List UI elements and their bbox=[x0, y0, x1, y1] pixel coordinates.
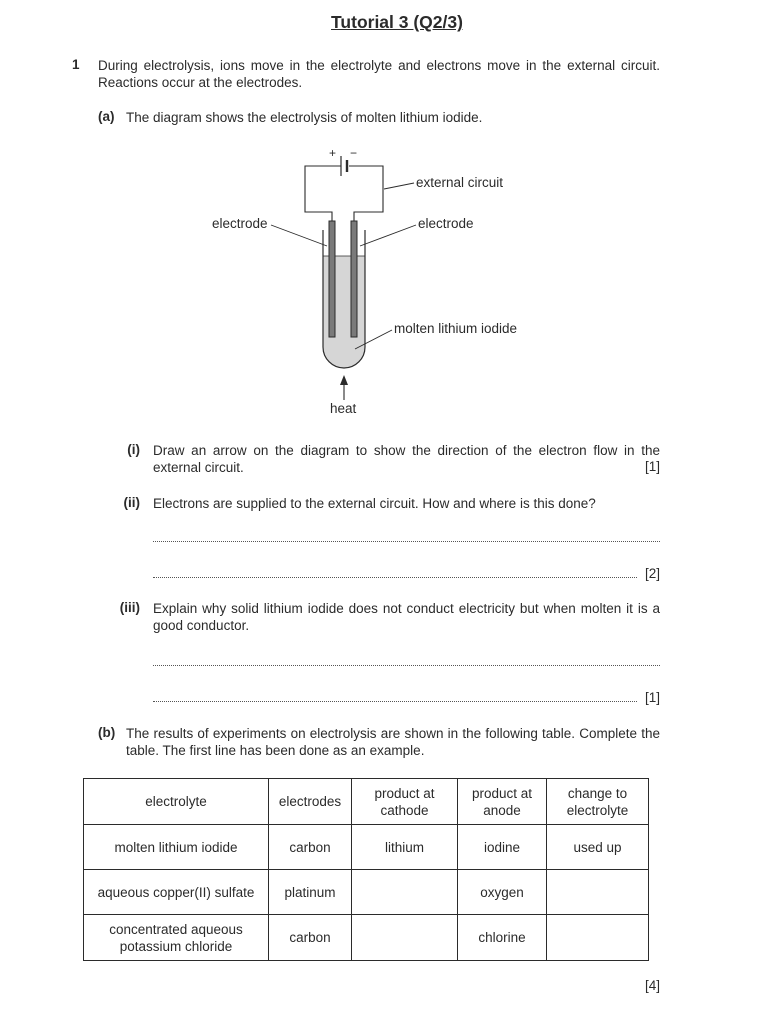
electrode-left bbox=[329, 221, 335, 337]
table-header-row bbox=[84, 779, 649, 825]
table-cell: molten lithium iodide bbox=[84, 825, 269, 870]
answer-cell[interactable] bbox=[547, 870, 649, 915]
electrolysis-diagram bbox=[200, 140, 540, 420]
sub-ii-text: Electrons are supplied to the external circuit. How and where is this done? bbox=[153, 496, 596, 511]
external-circuit-wire bbox=[305, 166, 383, 222]
sub-i-marks: [1] bbox=[644, 459, 660, 474]
sub-iii-text: Explain why solid lithium iodide does not conduct electricity but when molten it is a good conductor. bbox=[153, 601, 660, 633]
part-a-text: The diagram shows the electrolysis of molten lithium iodide. bbox=[126, 110, 483, 125]
table-row bbox=[84, 870, 649, 915]
electrode-left-label: electrode bbox=[212, 216, 268, 231]
page-title: Tutorial 3 (Q2/3) bbox=[331, 12, 463, 32]
sub-i-text: Draw an arrow on the diagram to show the direction of the electron flow in the external circuit. bbox=[153, 443, 660, 475]
heat-arrow bbox=[340, 375, 348, 400]
table-cell: concentrated aqueous potassium chloride bbox=[84, 915, 269, 961]
external-circuit-label: external circuit bbox=[416, 175, 504, 190]
electrode-right bbox=[351, 221, 357, 337]
part-b-label: (b) bbox=[98, 725, 116, 740]
part-a-label: (a) bbox=[98, 109, 115, 124]
header-electrodes: electrodes bbox=[269, 779, 352, 825]
table-cell: aqueous copper(II) sulfate bbox=[84, 870, 269, 915]
header-product-cathode: product at cathode bbox=[352, 779, 458, 825]
table-row bbox=[84, 915, 649, 961]
table-cell: oxygen bbox=[458, 870, 547, 915]
positive-terminal-label: + bbox=[329, 146, 337, 160]
sub-ii-marks: [2] bbox=[644, 566, 660, 581]
table-cell: carbon bbox=[269, 825, 352, 870]
table-row bbox=[84, 825, 649, 870]
answer-cell[interactable] bbox=[547, 915, 649, 961]
table-cell: iodine bbox=[458, 825, 547, 870]
electrode-right-label: electrode bbox=[418, 216, 474, 231]
header-product-anode: product at anode bbox=[458, 779, 547, 825]
question-intro: During electrolysis, ions move in the electrolyte and electrons move in the external circuit. Reactions occur at the electrodes. bbox=[98, 58, 660, 90]
header-electrolyte: electrolyte bbox=[84, 779, 269, 825]
battery-symbol bbox=[341, 156, 347, 176]
results-table bbox=[83, 778, 649, 961]
header-change-electrolyte: change to electrolyte bbox=[547, 779, 649, 825]
table-cell: carbon bbox=[269, 915, 352, 961]
answer-line-ii-2[interactable] bbox=[153, 577, 637, 578]
table-cell: platinum bbox=[269, 870, 352, 915]
molten-label: molten lithium iodide bbox=[394, 321, 518, 336]
answer-line-iii-2[interactable] bbox=[153, 701, 637, 702]
negative-terminal-label: − bbox=[350, 146, 358, 160]
heat-label: heat bbox=[330, 401, 357, 416]
answer-cell[interactable] bbox=[352, 870, 458, 915]
sub-iii-marks: [1] bbox=[644, 690, 660, 705]
sub-ii-label: (ii) bbox=[123, 495, 140, 510]
sub-iii-label: (iii) bbox=[119, 600, 140, 615]
answer-cell[interactable] bbox=[352, 915, 458, 961]
answer-line-iii-1[interactable] bbox=[153, 665, 660, 666]
answer-line-ii-1[interactable] bbox=[153, 541, 660, 542]
question-number: 1 bbox=[72, 57, 80, 72]
part-b-text: The results of experiments on electrolysis are shown in the following table. Complete the table. The first line has been done as an example. bbox=[126, 726, 660, 758]
table-cell: used up bbox=[547, 825, 649, 870]
part-b-marks: [4] bbox=[644, 978, 660, 993]
table-cell: chlorine bbox=[458, 915, 547, 961]
table-cell: lithium bbox=[352, 825, 458, 870]
sub-i-label: (i) bbox=[127, 442, 140, 457]
